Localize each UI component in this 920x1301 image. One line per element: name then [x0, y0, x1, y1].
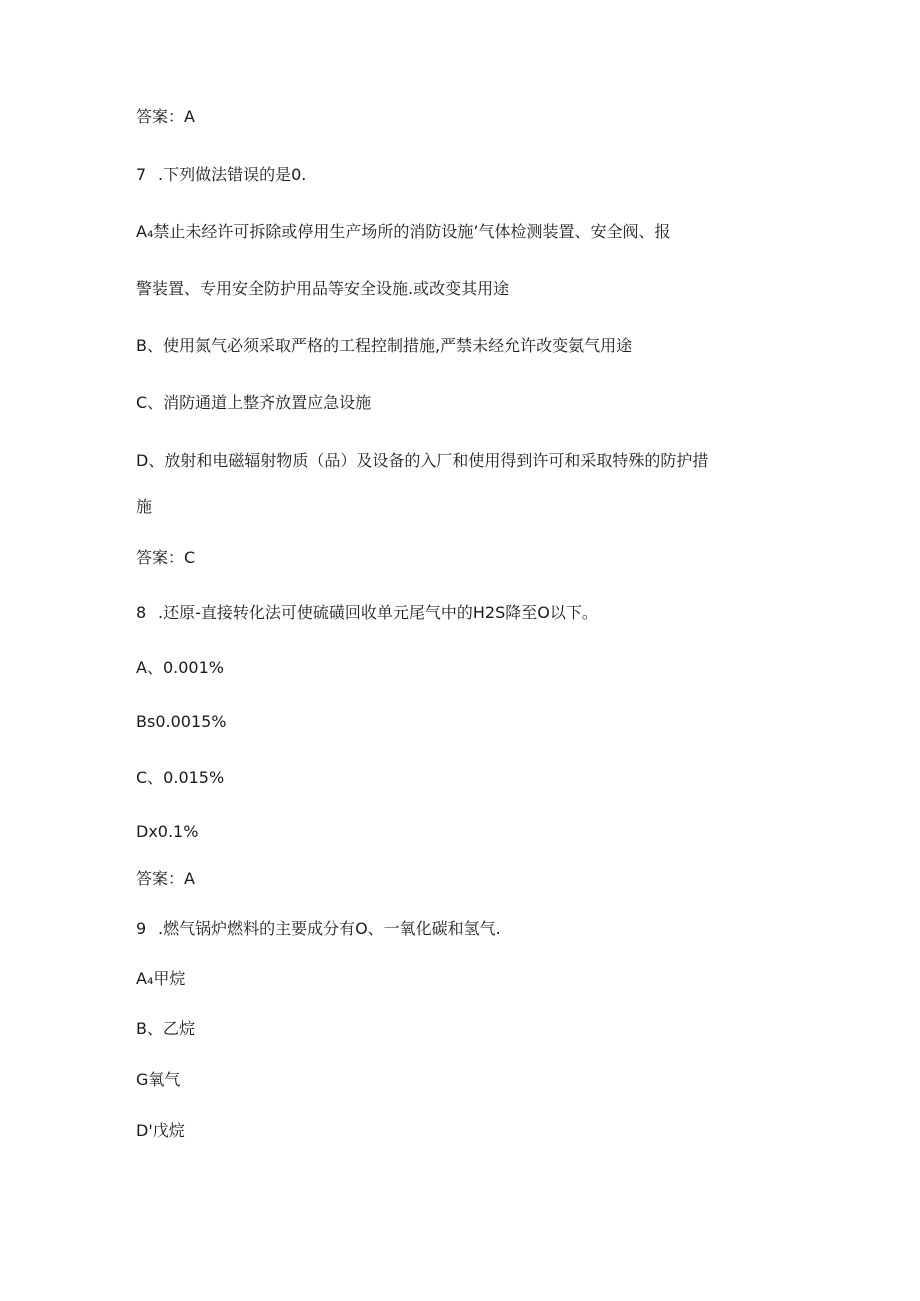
question-number: 7: [136, 165, 147, 184]
option-c: C、0.015%: [136, 768, 225, 787]
option-a: A₄甲烷: [136, 969, 186, 988]
question-9: [136, 918, 501, 940]
option-b: B、使用氮气必须采取严格的工程控制措施,严禁未经允许改变氨气用途: [136, 336, 633, 355]
option-b: Bs0.0015%: [136, 712, 227, 731]
option-c: C、消防通道上整齐放置应急设施: [136, 393, 372, 412]
question-text: .下列做法错误的是0.: [158, 165, 307, 184]
option-a: A、0.001%: [136, 658, 224, 677]
option-a-line-1: A₄禁止未经许可拆除或停用生产场所的消防设施’气体检测装置、安全阀、报: [136, 222, 671, 241]
question-number: 8: [136, 603, 147, 622]
option-b: B、乙烷: [136, 1019, 195, 1038]
answer-q8: 答案：A: [136, 869, 195, 888]
question-8: [136, 602, 598, 624]
question-7: [136, 164, 306, 186]
question-text: .燃气锅炉燃料的主要成分有O、一氧化碳和氢气.: [158, 919, 501, 938]
option-a-line-2: 警装置、专用安全防护用品等安全设施.或改变其用途: [136, 279, 510, 298]
option-d: D'戊烷: [136, 1121, 185, 1140]
answer-q6: 答案：A: [136, 107, 195, 126]
question-number: 9: [136, 919, 147, 938]
question-text: .还原-直接转化法可使硫磺回收单元尾气中的H2S降至O以下。: [158, 603, 598, 622]
option-d: Dx0.1%: [136, 822, 199, 841]
option-c: G氧气: [136, 1070, 181, 1089]
option-d-line-2: 施: [136, 497, 153, 516]
option-d-line-1: D、放射和电磁辐射物质（品）及设备的入厂和使用得到许可和采取特殊的防护措: [136, 451, 709, 470]
answer-q7: 答案：C: [136, 548, 196, 567]
